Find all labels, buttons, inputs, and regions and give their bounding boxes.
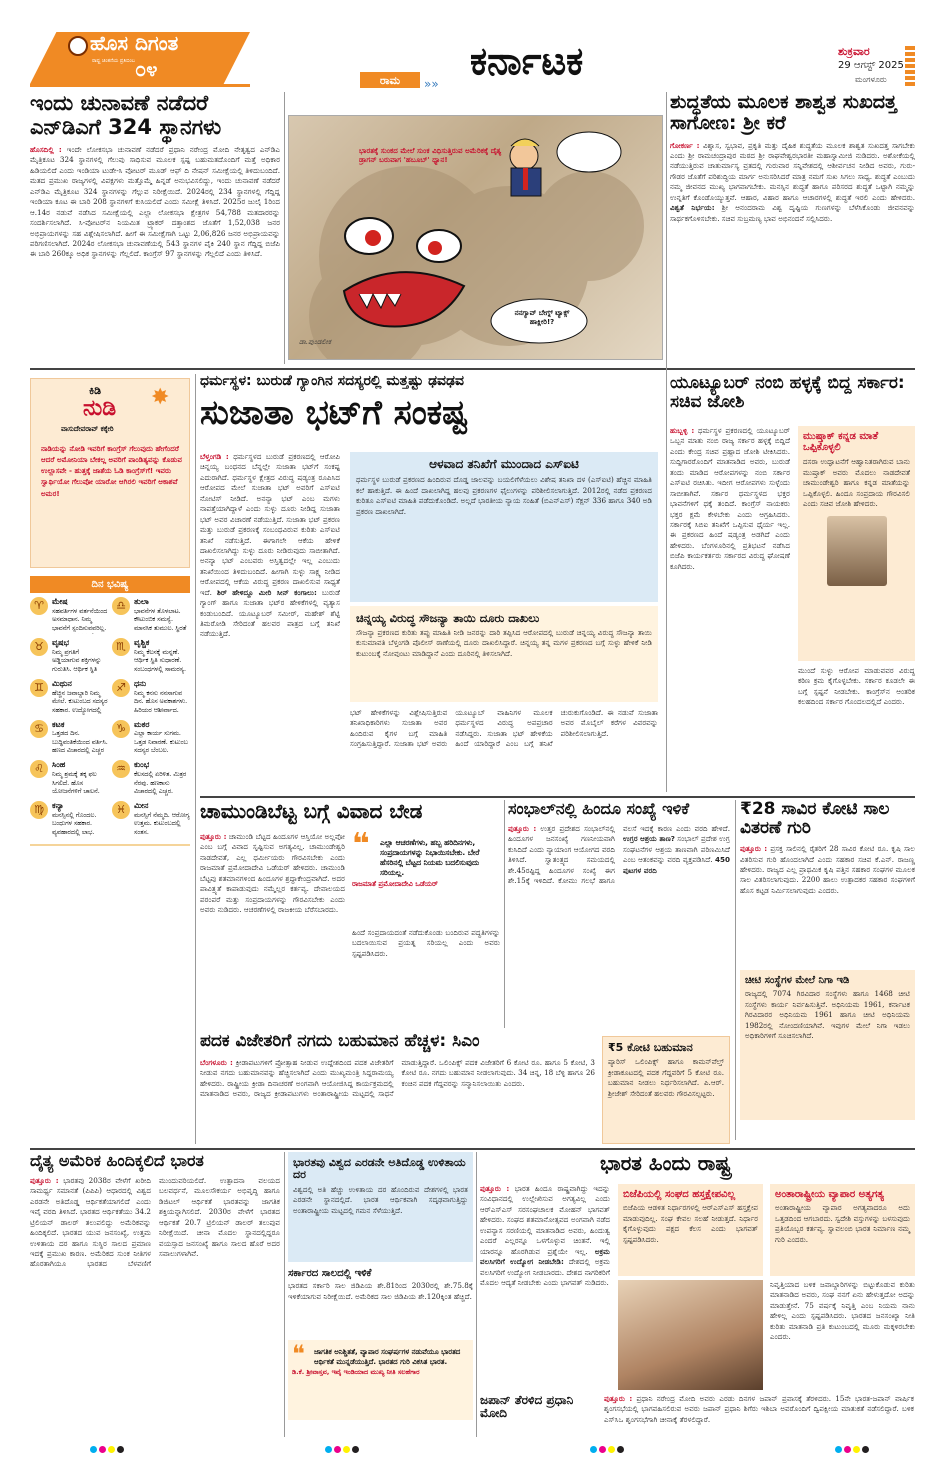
- zodiac-icon: ♑: [112, 720, 130, 738]
- box-body: ರಾಜ್ಯದಲ್ಲಿ 7074 ಗಿರವಿದಾರ ಸಂಸ್ಥೆಗಳು ಹಾಗೂ 1468 ಚೀಟಿ ಸಂಸ್ಥೆಗಳು ಕಾರ್ಯ ನಿರ್ವಹಿಸುತ್ತಿವೆ. ಅಧಿನಿಯಮ 1961, ಕರ್ನಾಟಕ ಗಿರವಿದಾರರ ಅಧಿನಿಯಮ 1961 ಹಾಗೂ ಚೀಟಿ ಅಧಿನಿಯಮ 1982ರಲ್ಲಿ ನೋಂದಣಿಯಾಗಿವೆ. ಇವುಗಳ ಮೇಲೆ ನಿಗಾ ಇಡಲು ಅಧಿಕಾರಿಗಳಿಗೆ ಸೂಚಿಸಲಾಗಿದೆ.: [745, 989, 910, 1040]
- story-extra: ಭಟ್ ಹೇಳಿಕೆಗಳನ್ನು ವಿಶ್ಲೇಷಿಸುತ್ತಿರುವ ತನಿಖಾಧಿಕಾರಿಗಳು ಸುಜಾತಾ ಅವರ ಹಿಂದಿರುವ ಕೈಗಳ ಬಗ್ಗೆ ಮಾಹಿತಿ ಸಂಗ್ರಹಿಸುತ್ತಿದ್ದಾರೆ. ಸುಜಾತಾ ಭಟ್ ಅವರು ಯೂಟ್ಯೂಬ್ ವಾಹಿನಿಗಳ ಮೂಲಕ ಧರ್ಮಸ್ಥಳದ ವಿರುದ್ಧ ಅಪಪ್ರಚಾರ ನಡೆಸಿದ್ದರು. ಸುಜಾತಾ ಭಟ್ ಹೇಳಿಕೆಯ ಹಿಂದೆ ಯಾರಿದ್ದಾರೆ ಎಂಬ ಬಗ್ಗೆ ತನಿಖೆ ಚುರುಕುಗೊಂಡಿದೆ. ಈ ನಡುವೆ ಸುಜಾತಾ ಅವರ ಮೊಬೈಲ್ ಕರೆಗಳ ವಿವರವನ್ನು ಪರಿಶೀಲಿಸಲಾಗುತ್ತಿದೆ.: [350, 708, 658, 749]
- quote-attribution: ರಾಜಮಾತೆ ಪ್ರಮೋದಾದೇವಿ ಒಡೆಯರ್: [352, 879, 438, 888]
- story-body: ಕ್ರೀಡಾಪಟುಗಳಿಗೆ ಪ್ರೋತ್ಸಾಹ ನೀಡುವ ಉದ್ದೇಶದಿಂದ ಪದಕ ವಿಜೇತರಿಗೆ ನೀಡುವ ನಗದು ಬಹುಮಾನವನ್ನು ಹೆಚ್ಚಿಸಲಾಗಿದೆ ಎಂದು ಮುಖ್ಯಮಂತ್ರಿ ಸಿದ್ದರಾಮಯ್ಯ ಹೇಳಿದರು. ರಾಷ್ಟ್ರೀಯ ಕ್ರೀಡಾ ದಿನಾಚರಣೆ ಅಂಗವಾಗಿ ಆಯೋಜಿಸಿದ್ದ ಕಾರ್ಯಕ್ರಮದಲ್ಲಿ ಮಾತನಾಡಿದ ಅವರು, ರಾಜ್ಯದ ಕ್ರೀಡಾಪಟುಗಳು ಅಂತಾರಾಷ್ಟ್ರೀಯ ಮಟ್ಟದಲ್ಲಿ ಸಾಧನೆ ಮಾಡುತ್ತಿದ್ದಾರೆ. ಒಲಿಂಪಿಕ್ಸ್ ಪದಕ ವಿಜೇತರಿಗೆ 6 ಕೋಟಿ ರೂ. ಹಾಗೂ 5 ಕೋಟಿ, 3 ಕೋಟಿ ರೂ. ನಗದು ಬಹುಮಾನ ನೀಡಲಾಗುವುದು. 34 ಚಿನ್ನ, 18 ಬೆಳ್ಳಿ ಹಾಗೂ 26 ಕಂಚಿನ ಪದಕ ಗೆದ್ದವರನ್ನು ಸನ್ಮಾನಿಸಲಾಯಿತು ಎಂದರು.: [200, 1058, 595, 1099]
- kidi-verse: ನಾಡಿಯನ್ನು ನೋಡಿ ಇವರಿಗೆ ಕಾಂಗ್ರೆಸ್ ಗೆಲುವುದು ಹೇಗೆಂದರೆ ಆದರೆ ಅಮೋನಿಯಾ ಬೇಕಲ್ಲ ಅವರಿಗೆ ಪಾಂಡಿತ್ಯವನ್ನು ಕೊಡುವ ಉಲ್ಲಾಸವೇ - ಹುತ್ತಕ್ಕೆ ಜಾತೆಯ ಓಡಿ ಕಾಂಗ್ರೆಸ್‌ಗೆ! ಇವರು ಸ್ವಾರ್ಥಿಯೋ ಗೆಲುವೋ ಯಾರೋ ಆಗಿರಲಿ ಇವರಿಗೆ ಆಕಾಶವೆ ಅಮರ!: [41, 444, 182, 498]
- horoscope-sign: [30, 597, 108, 634]
- dateline: ಬೆಳ್ತಂಗಡಿ :: [200, 452, 229, 461]
- rahukala-box: [30, 844, 190, 846]
- subhead: ಉಗ್ರರ ಆಶ್ರಯ ತಾಣ?: [623, 834, 675, 844]
- zodiac-icon: ♏: [112, 638, 130, 656]
- dateline: ಪುತ್ತೂರು :: [30, 1175, 59, 1185]
- story-body: ಪ್ರಸಕ್ತ ಸಾಲಿನಲ್ಲಿ ರೈತರಿಗೆ 28 ಸಾವಿರ ಕೋಟಿ ರೂ. ಕೃಷಿ ಸಾಲ ವಿತರಿಸುವ ಗುರಿ ಹೊಂದಲಾಗಿದೆ ಎಂದು ಸಹಕಾರ ಸಚಿವ ಕೆ.ಎನ್. ರಾಜಣ್ಣ ಹೇಳಿದರು. ರಾಜ್ಯದ ಎಲ್ಲ ಪ್ರಾಥಮಿಕ ಕೃಷಿ ಪತ್ತಿನ ಸಹಕಾರ ಸಂಘಗಳ ಮೂಲಕ ಸಾಲ ವಿತರಿಸಲಾಗುವುದು. 2200 ಹಾಲು ಉತ್ಪಾದಕರ ಸಹಕಾರ ಸಂಘಗಳಿಗೆ ಹೊಸ ಕಟ್ಟಡ ನಿರ್ಮಿಸಲಾಗುವುದು ಎಂದರು.: [740, 844, 915, 895]
- dateline: ಪುತ್ತೂರು :: [200, 832, 227, 841]
- story-subbody: ಭಾರತದ ಸರ್ಕಾರಿ ಸಾಲ ಜಿಡಿಪಿಯ ಶೇ.81ರಿಂದ 2030ರಲ್ಲಿ ಶೇ.75.8ಕ್ಕೆ ಇಳಿಕೆಯಾಗುವ ನಿರೀಕ್ಷೆಯಿದೆ. ಅಮೆರಿಕದ ಸಾಲ ಜಿಡಿಪಿಯ ಶೇ.120ಕ್ಕಿಂತ ಹೆಚ್ಚಿದೆ.: [288, 1281, 473, 1301]
- cartoonist-signature: ಡಾ.ಪುಂಡಲೀಕ: [299, 338, 332, 346]
- sign-text: ಭಾವನೆಗಳ ತೊಳಲಾಟ. ಕೌಟುಂಬಿಕ ಸಮಸ್ಯೆ. ಮಾನಸಿಕ ತುಮುಲ. ಸ್ಥಿರತೆ: [134, 607, 187, 632]
- quote-text: ಜಾಗತಿಕ ಅನಿಶ್ಚಿತತೆ, ವ್ಯಾಪಾರ ಸಂಘರ್ಷಗಳ ನಡುವೆಯೂ ಭಾರತದ ಆರ್ಥಿಕತೆ ಮುನ್ನಡೆಯುತ್ತಿದೆ. ಭಾರತದ ಗುರಿ ವಿಕಸಿತ ಭಾರತ.: [314, 1348, 461, 1366]
- sign-name: ತುಲಾ: [134, 597, 149, 607]
- story-tail: ಹಿಂದೆ ಸಂಪ್ರದಾಯದಂತೆ ನಡೆದುಕೊಂಡು ಬಂದಿರುವ ಪದ್ಧತಿಗಳನ್ನು ಬದಲಾಯಿಸುವ ಪ್ರಯತ್ನ ಸರಿಯಲ್ಲ ಎಂದು ಅವರು ಸ್ಪಷ್ಟಪಡಿಸಿದರು.: [352, 928, 500, 958]
- horoscope-sign: [112, 720, 190, 757]
- stat: 450 ಪುಟಗಳ ವರದಿ: [623, 855, 730, 875]
- sign-name: ಮೀನ: [134, 801, 149, 811]
- horoscope-sign: [112, 638, 190, 675]
- story-body: ಚಾಮುಂಡಿ ಬೆಟ್ಟದ ಹಿಂದೂಗಳ ಆಸ್ತಿಯೋ ಅಲ್ಲವೋ ಎಂಬ ಬಗ್ಗೆ ವಿವಾದ ಸೃಷ್ಟಿಸುವ ಅಗತ್ಯವಿಲ್ಲ. ಚಾಮುಂಡೇಶ್ವರಿ ನಾಡದೇವತೆ, ಎಲ್ಲ ಧರ್ಮೀಯರು ಗೌರವಿಸಬೇಕು ಎಂದು ರಾಜಮಾತೆ ಪ್ರಮೋದಾದೇವಿ ಒಡೆಯರ್ ಹೇಳಿದರು. ಚಾಮುಂಡಿ ಬೆಟ್ಟವು ಶತಮಾನಗಳಿಂದ ಹಿಂದೂಗಳ ಶ್ರದ್ಧಾಕೇಂದ್ರವಾಗಿದೆ. ಅದರ ಪಾವಿತ್ರ್ಯತೆ ಕಾಪಾಡುವುದು ನಮ್ಮೆಲ್ಲರ ಕರ್ತವ್ಯ. ದೇವಾಲಯದ ಪರಂಪರೆ ಮತ್ತು ಸಂಪ್ರದಾಯಗಳನ್ನು ಗೌರವಿಸಬೇಕು ಎಂದು ಅವರು ನುಡಿದರು. ಆಚರಣೆಗಳಲ್ಲಿ ರಾಜಕೀಯ ಬೆರೆಸಬಾರದು.: [200, 832, 345, 915]
- story-nda: [30, 92, 280, 362]
- horoscope-sign: [112, 760, 190, 797]
- headline: ಸಂಭಾಲ್‌ನಲ್ಲಿ ಹಿಂದೂ ಸಂಖ್ಯೆ ಇಳಿಕೆ: [508, 800, 690, 818]
- sign-text: ನಿಮ್ಮ ಶ್ರಮಕ್ಕೆ ತಕ್ಕ ಫಲ ಸಿಗಲಿದೆ. ಹೊಸ ಯೋಜನೆಗಳಿಗೆ ಚಾಲನೆ.: [52, 771, 100, 796]
- divider: [200, 796, 915, 798]
- sign-text: ನಿಮ್ಮ ಕೆಲಸಕ್ಕೆ ಮನ್ನಣೆ. ಆರ್ಥಿಕ ಸ್ಥಿತಿ ಸುಧಾರಣೆ. ಸಂಬಂಧಗಳಲ್ಲಿ ಸಾಮರಸ್ಯ.: [134, 648, 186, 673]
- box-headline: ಮುಷ್ತಾಕ್ ಕನ್ನಡ ಮಾತೆ ಒಪ್ಪಿಕೊಳ್ಳಲಿ: [803, 431, 879, 454]
- headline: ಭಾರತವು ವಿಶ್ವದ ಎರಡನೇ ಅತಿದೊಡ್ಡ ಉಳಿತಾಯ ದರ: [293, 1156, 466, 1182]
- box-body: ಪ್ಯಾರಿಸ್ ಒಲಿಂಪಿಕ್ಸ್ ಹಾಗೂ ಕಾಮನ್‌ವೆಲ್ತ್ ಕ್ರೀಡಾಕೂಟದಲ್ಲಿ ಪದಕ ಗೆದ್ದವರಿಗೆ 5 ಕೋಟಿ ರೂ. ಬಹುಮಾನ ನೀಡಲು ನಿರ್ಧರಿಸಲಾಗಿದೆ. ಪಿ.ಆರ್. ಶ್ರೀಜೇಶ್ ಸೇರಿದಂತೆ ಹಲವರು ಗೌರವಿಸಲ್ಪಟ್ಟರು.: [608, 1057, 724, 1098]
- story-body: ಧರ್ಮಸ್ಥಳ ಪ್ರಕರಣದಲ್ಲಿ ಯೂಟ್ಯೂಬರ್ ಒಬ್ಬನ ಮಾತು ನಂಬಿ ರಾಜ್ಯ ಸರ್ಕಾರ ಹಳ್ಳಕ್ಕೆ ಬಿದ್ದಿದೆ ಎಂದು ಕೇಂದ್ರ ಸಚಿವ ಪ್ರಹ್ಲಾದ ಜೋಶಿ ಟೀಕಿಸಿದರು. ಸುದ್ದಿಗಾರರೊಂದಿಗೆ ಮಾತನಾಡಿದ ಅವರು, ಬುರುಡೆ ತಂದು ಮಾಡಿದ ಆರೋಪಗಳನ್ನು ನಂಬಿ ಸರ್ಕಾರ ಎಸ್‌ಐಟಿ ರಚಿಸಿತು. ಇದೀಗ ಆರೋಪಗಳು ಸುಳ್ಳೆಂದು ಸಾಬೀತಾಗಿವೆ. ಸರ್ಕಾರ ಧರ್ಮಸ್ಥಳದ ಭಕ್ತರ ಭಾವನೆಗಳಿಗೆ ಧಕ್ಕೆ ತಂದಿದೆ. ಕಾಂಗ್ರೆಸ್ ನಾಯಕರು ಭಕ್ತರ ಕ್ಷಮೆ ಕೇಳಬೇಕು ಎಂದು ಆಗ್ರಹಿಸಿದರು. ಸರ್ಕಾರಕ್ಕೆ ಸಿಬಿಐ ತನಿಖೆಗೆ ಒಪ್ಪಿಸುವ ಧೈರ್ಯ ಇಲ್ಲ. ಈ ಪ್ರಕರಣದ ಹಿಂದೆ ಷಡ್ಯಂತ್ರ ಅಡಗಿದೆ ಎಂದು ಹೇಳಿದರು. ಬೆಂಗಳೂರಿನಲ್ಲಿ ಪ್ರತಿಭಟನೆ ನಡೆಸಿದ ಬಿಜೆಪಿ ಕಾರ್ಯಕರ್ತರು ಸರ್ಕಾರದ ವಿರುದ್ಧ ಘೋಷಣೆ ಕೂಗಿದರು.: [670, 426, 790, 571]
- story-sambhal: [508, 800, 730, 1028]
- story-body: ಉತ್ತರ ಪ್ರದೇಶದ ಸಂಭಾಲ್‌ನಲ್ಲಿ ಹಿಂದೂಗಳ ಜನಸಂಖ್ಯೆ ಗಣನೀಯವಾಗಿ ಕುಸಿದಿದೆ ಎಂದು ನ್ಯಾಯಾಂಗ ಆಯೋಗದ ವರದಿ ತಿಳಿಸಿದೆ. ಸ್ವಾತಂತ್ರ್ಯದ ಸಮಯದಲ್ಲಿ ಶೇ.45ರಷ್ಟಿದ್ದ ಹಿಂದೂಗಳ ಸಂಖ್ಯೆ ಈಗ ಶೇ.15ಕ್ಕೆ ಇಳಿದಿದೆ. ಕೋಮು ಗಲಭೆ ಹಾಗೂ ವಲಸೆ ಇದಕ್ಕೆ ಕಾರಣ ಎಂದು ವರದಿ ಹೇಳಿದೆ.: [508, 823, 730, 886]
- headline: ಪದಕ ವಿಜೇತರಿಗೆ ನಗದು ಬಹುಮಾನ ಹೆಚ್ಚಳ: ಸಿಎಂ: [200, 1032, 480, 1051]
- story-body: ಇಂದೇ ಲೋಕಸಭಾ ಚುನಾವಣೆ ನಡೆದರೆ ಪ್ರಧಾನಿ ನರೇಂದ್ರ ಮೋದಿ ನೇತೃತ್ವದ ಎನ್‌ಡಿಎ ಮೈತ್ರಿಕೂಟ 324 ಸ್ಥಾನಗಳಲ್ಲಿ ಗೆಲುವು ಸಾಧಿಸುವ ಮೂಲಕ ಸ್ಪಷ್ಟ ಬಹುಮತದೊಂದಿಗೆ ಮತ್ತೆ ಅಧಿಕಾರ ಹಿಡಿಯಲಿದೆ ಎಂದು ಇಂಡಿಯಾ ಟುಡೇ-ಸಿ ವೋಟರ್ ಮೂಡ್ ಆಫ್ ದಿ ನೇಷನ್ ಸಮೀಕ್ಷೆಯಲ್ಲಿ ತಿಳಿದುಬಂದಿದೆ. ಮತದ ಪ್ರಮುಖ ರಾಜ್ಯಗಳಲ್ಲಿ ವಿಪಕ್ಷಗಳು ಮತ್ತೊಮ್ಮೆ ಹಿನ್ನಡೆ ಅನುಭವಿಸಲಿದ್ದು, ಇಂದು ಚುನಾವಣೆ ನಡೆದರೆ ಎನ್‌ಡಿಎ ಮೈತ್ರಿಕೂಟ 324 ಸ್ಥಾನಗಳನ್ನು ಗೆಲ್ಲುವ ನಿರೀಕ್ಷೆಯಿದೆ. 2024ರಲ್ಲಿ 234 ಸ್ಥಾನಗಳಲ್ಲಿ ಗೆದ್ದಿದ್ದ ಇಂಡಿಯಾ ಕೂಟ ಈ ಬಾರಿ 208 ಸ್ಥಾನಗಳಿಗೆ ಕುಸಿಯಲಿದೆ ಎಂದು ಸಮೀಕ್ಷೆ ತಿಳಿಸಿದೆ. 2025ರ ಜುಲೈ 1ರಿಂದ ಆ.14ರ ನಡುವೆ ನಡೆಸಿದ ಸಮೀಕ್ಷೆಯಲ್ಲಿ ಎಲ್ಲಾ ಲೋಕಸಭಾ ಕ್ಷೇತ್ರಗಳ 54,788 ಮತದಾರರನ್ನು ಸಂದರ್ಶಿಸಲಾಗಿದೆ. ಸಿ-ವೋಟರ್‌ನ ನಿಯಮಿತ ಟ್ರ್ಯಾಕರ್ ದತ್ತಾಂಶದ ಜೊತೆಗೆ 1,52,038 ಜನರ ಅಭಿಪ್ರಾಯಗಳನ್ನು ಸಹ ವಿಶ್ಲೇಷಿಸಲಾಗಿದೆ. ಹೀಗೆ ಈ ಸಮೀಕ್ಷೆಗಾಗಿ ಒಟ್ಟು 2,06,826 ಜನರ ಅಭಿಪ್ರಾಯವನ್ನು ಪರಿಗಣಿಸಲಾಗಿದೆ. 2024ರ ಲೋಕಸಭಾ ಚುನಾವಣೆಯಲ್ಲಿ 543 ಸ್ಥಾನಗಳ ಪೈಕಿ 240 ಸ್ಥಾನ ಗೆದ್ದಿದ್ದ ಬಿಜೆಪಿ ಈ ಬಾರಿ 260ಕ್ಕೂ ಅಧಿಕ ಸ್ಥಾನಗಳನ್ನು ಗೆಲ್ಲಲಿದೆ. ಕಾಂಗ್ರೆಸ್ 97 ಸ್ಥಾನಗಳನ್ನು ಗೆಲ್ಲಲಿದೆ ಎಂದು ತಿಳಿಸಿದೆ.: [30, 145, 280, 259]
- box-body: ಅಂತಾರಾಷ್ಟ್ರೀಯ ವ್ಯಾಪಾರ ಅಗತ್ಯವಾದರೂ ಅದು ಒತ್ತಡದಿಂದ ಆಗಬಾರದು. ಸ್ವದೇಶಿ ವಸ್ತುಗಳನ್ನು ಬಳಸುವುದು ಪ್ರತಿಯೊಬ್ಬರ ಕರ್ತವ್ಯ. ಸ್ವಾವಲಂಬಿ ಭಾರತ ನಿರ್ಮಾಣ ನಮ್ಮ ಗುರಿ ಎಂದರು.: [775, 1203, 910, 1244]
- headline: ಚಾಮುಂಡಿಬೆಟ್ಟ ಬಗ್ಗೆ ವಿವಾದ ಬೇಡ: [200, 800, 423, 823]
- zodiac-icon: ♓: [112, 801, 130, 819]
- story-chamundi: [200, 800, 500, 1028]
- quote-mark-icon: ❝: [352, 832, 370, 862]
- sign-name: ಕುಂಭ: [134, 760, 150, 770]
- dateline: ಹೊಸದಿಲ್ಲಿ :: [30, 145, 62, 155]
- dina-bhavishya: [30, 576, 190, 846]
- registration-marks: [590, 1446, 624, 1453]
- sign-name: ಮಿಥುನ: [52, 678, 72, 688]
- headline: ದೈತ್ಯ ಅಮೆರಿಕ ಹಿಂದಿಕ್ಕಲಿದೆ ಭಾರತ: [30, 1152, 204, 1170]
- sign-name: ಕಟಕ: [52, 719, 65, 729]
- story-subbody: ಸಂಭಾಲ್ ಪ್ರದೇಶ ಉಗ್ರ ಸಂಘಟನೆಗಳ ಆಶ್ರಯ ತಾಣವಾಗಿ ಪರಿಣಮಿಸಿದೆ ಎಂಬ ಆತಂಕವನ್ನು ವರದಿ ವ್ಯಕ್ತಪಡಿಸಿದೆ.: [623, 834, 730, 865]
- horoscope-title: ದಿನ ಭವಿಷ್ಯ: [30, 576, 190, 593]
- story-padaka: [200, 1032, 730, 1144]
- nudi-label: ನುಡಿ: [83, 397, 117, 421]
- zodiac-icon: ♒: [112, 760, 130, 778]
- sign-name: ಮೇಷ: [52, 597, 68, 607]
- zodiac-icon: ♌: [30, 760, 48, 778]
- box-headline: ಬಿಜೆಪಿಯಲ್ಲಿ ಸಂಘದ ಹಸ್ತಕ್ಷೇಪವಿಲ್ಲ: [623, 1189, 736, 1200]
- headline: ಇಂದು ಚುನಾವಣೆ ನಡೆದರೆ ಎನ್‌ಡಿಎಗೆ 324 ಸ್ಥಾನಗಳು: [30, 92, 222, 139]
- quote-mark-icon: ❝: [292, 1340, 305, 1369]
- sign-text: ಮನಸ್ಸಿಗೆ ನೆಮ್ಮದಿ. ಆರೋಗ್ಯ ಉತ್ತಮ. ಕುಟುಂಬದಲ್ಲಿ ಸಂತಸ.: [134, 811, 190, 836]
- bhagwat-photo: [618, 1280, 763, 1390]
- sign-name: ಸಿಂಹ: [52, 760, 66, 770]
- orange-rule: [30, 84, 250, 87]
- story-sujatha: [200, 374, 660, 792]
- headline: ಸುಜಾತಾ ಭಟ್‌ಗೆ ಸಂಕಷ್ಟ: [200, 392, 468, 433]
- quote-box: [352, 832, 500, 922]
- horoscope-grid: [30, 597, 190, 842]
- rss-box-2: [770, 1184, 915, 1276]
- chit-box: [740, 970, 915, 1120]
- sign-name: ವೃಶ್ಚಿಕ: [134, 637, 150, 647]
- chinnayya-headline: ಚಿನ್ನಯ್ಯ ವಿರುದ್ಧ ಸೌಜನ್ಯಾ ತಾಯಿ ದೂರು ದಾಖಲು: [356, 611, 540, 625]
- subhead: ಸರ್ಕಾರದ ಸಾಲದಲ್ಲಿ ಇಳಿಕೆ: [288, 1268, 372, 1279]
- story-hindu-rashtra: [480, 1152, 915, 1392]
- savings-box: [288, 1152, 473, 1262]
- sit-body: ಧರ್ಮಸ್ಥಳ ಬುರುಡೆ ಪ್ರಕರಣದ ಹಿಂದಿರುವ ದೊಡ್ಡ ಜಾಲವನ್ನು ಬಯಲಿಗೆಳೆಯಲು ವಿಶೇಷ ತನಿಖಾ ದಳ (ಎಸ್‌ಐಟಿ) ಹೆಚ್ಚಿನ ಮಾಹಿತಿ ಕಲೆ ಹಾಕುತ್ತಿದೆ. ಈ ಹಿಂದೆ ದಾಖಲಾಗಿದ್ದ ಹಲವು ಪ್ರಕರಣಗಳ ಫೈಲುಗಳನ್ನು ಪರಿಶೀಲಿಸಲಾಗುತ್ತಿದೆ. 2012ರಲ್ಲಿ ನಡೆದ ಪ್ರಕರಣದ ಕುರಿತೂ ಎಸ್‌ಐಟಿ ಮಾಹಿತಿ ಪಡೆದುಕೊಂಡಿದೆ. ಅಲ್ಲದೆ ಭಾರತೀಯ ನ್ಯಾಯ ಸಂಹಿತೆ (ಬಿಎನ್‌ಎಸ್) ಸೆಕ್ಷನ್ 336 ಹಾಗೂ 340 ಅಡಿ ಪ್ರಕರಣ ದಾಖಲಾಗಿದೆ.: [356, 475, 652, 516]
- registration-marks: [90, 1446, 124, 1453]
- masthead-day: ಶುಕ್ರವಾರ: [838, 46, 870, 58]
- subhead: ಶಿರ್ ಹೇಳಿದ್ದೂ ಮೀರಿ ಸೀನ್ ಕಂಗಾಲು:: [216, 587, 317, 597]
- sign-name: ಮಕರ: [134, 719, 150, 729]
- box-headline: ₹5 ಕೋಟಿ ಬಹುಮಾನ: [608, 1041, 693, 1054]
- horoscope-sign: [30, 760, 108, 797]
- sit-box: [350, 452, 658, 602]
- zodiac-icon: ♉: [30, 638, 48, 656]
- story-japan: [480, 1394, 915, 1442]
- headline: ಯೂಟ್ಯೂಬರ್ ನಂಬಿ ಹಳ್ಳಕ್ಕೆ ಬಿದ್ದ ಸರ್ಕಾರ: ಸಚಿವ ಜೋಶಿ: [670, 374, 905, 413]
- subhead: ವಿಶ್ವತೆ ನಿರ್ಭಯ:: [670, 203, 715, 213]
- sign-text: ಒತ್ತಡದ ದಿನ. ಬುದ್ಧಿವಂತಿಕೆಯಿಂದ ವರ್ತಿಸಿ. ಹಣದ ವಿಚಾರದಲ್ಲಿ ಎಚ್ಚರ: [52, 730, 108, 755]
- registration-bar: [905, 46, 915, 88]
- column-rule: [284, 92, 285, 364]
- sign-name: ಧನು: [134, 678, 147, 688]
- divider: [30, 1148, 915, 1150]
- sign-text: ಎಲ್ಲಾ ಕಾರ್ಯ ಸುಗಮ. ಒತ್ತಡ ನಿವಾರಣೆ. ಕುಟುಂಬ ಸದಸ್ಯರ ಬೆಂಬಲ.: [134, 730, 188, 755]
- dateline: ಪುತ್ತೂರು :: [480, 1184, 510, 1193]
- story-tail: ಮುಂದೆ ಸುಳ್ಳು ಆರೋಪ ಮಾಡುವವರ ವಿರುದ್ಧ ಕಠಿಣ ಕ್ರಮ ಕೈಗೊಳ್ಳಬೇಕು. ಸರ್ಕಾರ ಕೂಡಲೇ ಈ ಬಗ್ಗೆ ಸ್ಪಷ್ಟನೆ ನೀಡಬೇಕು. ಕಾಂಗ್ರೆಸ್‌ನ ಆಂತರಿಕ ಕಲಹದಿಂದ ಸರ್ಕಾರ ಗೊಂದಲದಲ್ಲಿದೆ ಎಂದರು.: [798, 666, 915, 707]
- story-body: ಭಾರತವು 2038ರ ವೇಳೆಗೆ ಖರೀದಿ ಸಾಮರ್ಥ್ಯ ಸಮಾನತೆ (ಪಿಪಿಪಿ) ಆಧಾರದಲ್ಲಿ ವಿಶ್ವದ ಎರಡನೇ ಅತಿದೊಡ್ಡ ಆರ್ಥಿಕತೆಯಾಗಲಿದೆ ಎಂದು ಇವೈ ವರದಿ ತಿಳಿಸಿದೆ. ಭಾರತದ ಆರ್ಥಿಕತೆಯು 34.2 ಟ್ರಿಲಿಯನ್ ಡಾಲರ್ ತಲುಪಲಿದ್ದು ಅಮೆರಿಕವನ್ನು ಹಿಂದಿಕ್ಕಲಿದೆ. ಭಾರತದ ಯುವ ಜನಸಂಖ್ಯೆ, ಉತ್ತಮ ಉಳಿತಾಯ ದರ ಹಾಗೂ ಸುಸ್ಥಿರ ಸಾಲದ ಪ್ರಮಾಣ ಇದಕ್ಕೆ ಪ್ರಮುಖ ಕಾರಣ. ಅಮೆರಿಕದ ಸುಂಕ ನೀತಿಗಳ ಹೊರತಾಗಿಯೂ ಭಾರತದ ಬೆಳವಣಿಗೆ ಮುಂದುವರಿಯಲಿದೆ. ಉತ್ಪಾದನಾ ವಲಯದ ಬಲವರ್ಧನೆ, ಮೂಲಸೌಕರ್ಯ ಅಭಿವೃದ್ಧಿ ಹಾಗೂ ಡಿಜಿಟಲ್ ಆರ್ಥಿಕತೆ ಭಾರತವನ್ನು ಜಾಗತಿಕ ಶಕ್ತಿಯನ್ನಾಗಿಸಲಿದೆ. 2030ರ ವೇಳೆಗೆ ಭಾರತದ ಆರ್ಥಿಕತೆ 20.7 ಟ್ರಿಲಿಯನ್ ಡಾಲರ್ ತಲುಪುವ ನಿರೀಕ್ಷೆಯಿದೆ. ಚೀನಾ ಮೊದಲ ಸ್ಥಾನದಲ್ಲಿದ್ದರೂ ವಯಸ್ಸಾದ ಜನಸಂಖ್ಯೆ ಹಾಗೂ ಸಾಲದ ಹೊರೆ ಅದರ ಸವಾಲುಗಳಾಗಿವೆ.: [30, 1175, 280, 1269]
- headline: ₹28 ಸಾವಿರ ಕೋಟಿ ಸಾಲ ವಿತರಣೆ ಗುರಿ: [740, 800, 890, 839]
- section-title: ಕರ್ನಾಟಕ: [470, 40, 584, 83]
- sign-text: ಕೆಲಸದಲ್ಲಿ ಏರಿಳಿತ. ಮಿತ್ರರ ನೆರವು. ಹಣಕಾಸು ವಿಚಾರದಲ್ಲಿ ಎಚ್ಚರ.: [134, 771, 187, 796]
- sign-name: ವೃಷಭ: [52, 637, 69, 647]
- quote-box: [288, 1340, 473, 1420]
- box-body: ವಿಶ್ವದಲ್ಲಿ ಅತಿ ಹೆಚ್ಚು ಉಳಿತಾಯ ದರ ಹೊಂದಿರುವ ದೇಶಗಳಲ್ಲಿ ಭಾರತ ಎರಡನೇ ಸ್ಥಾನದಲ್ಲಿದೆ. ಭಾರತ ಆರ್ಥಿಕವಾಗಿ ಸದೃಢವಾಗುತ್ತಿದ್ದು ಅಂತಾರಾಷ್ಟ್ರೀಯ ಮಟ್ಟದಲ್ಲಿ ಗಮನ ಸೆಳೆಯುತ್ತಿದೆ.: [293, 1184, 468, 1215]
- horoscope-sign: [112, 597, 190, 634]
- horoscope-sign: [30, 720, 108, 757]
- headline: ಶುದ್ಧತೆಯ ಮೂಲಕ ಶಾಶ್ವತ ಸುಖದತ್ತ ಸಾಗೋಣ: ಶ್ರೀ ಕರೆ: [670, 92, 897, 135]
- column-rule: [504, 800, 505, 1028]
- zodiac-icon: ♈: [30, 597, 48, 615]
- zodiac-icon: ♎: [112, 597, 130, 615]
- story-daitya: [30, 1152, 280, 1437]
- horoscope-sign: [30, 801, 108, 838]
- masthead-city: ಮಂಗಳೂರು: [855, 75, 887, 84]
- sparkle-icon: ✸: [151, 385, 170, 409]
- zodiac-icon: ♊: [30, 679, 48, 697]
- registration-marks: [835, 1446, 869, 1453]
- subhead: ಅಕ್ರಮ ವಲಸಿಗರಿಗೆ ಉದ್ಯೋಗ ನೀಡಬೇಡಿ:: [480, 1246, 610, 1267]
- chinnayya-body: ಸೌಜನ್ಯಾ ಪ್ರಕರಣದ ಕುರಿತು ತಪ್ಪು ಮಾಹಿತಿ ನೀಡಿ ಜನರನ್ನು ದಾರಿ ತಪ್ಪಿಸಿದ ಆರೋಪದಲ್ಲಿ ಬುರುಡೆ ಚಿನ್ನಯ್ಯ ವಿರುದ್ಧ ಸೌಜನ್ಯಾ ತಾಯಿ ಕುಸುಮಾವತಿ ಬೆಳ್ತಂಗಡಿ ಪೊಲೀಸ್ ಠಾಣೆಯಲ್ಲಿ ದೂರು ದಾಖಲಿಸಿದ್ದಾರೆ. ಚಿನ್ನಯ್ಯ ತನ್ನ ಮಗಳ ಪ್ರಕರಣದ ಬಗ್ಗೆ ಸುಳ್ಳು ಹೇಳಿಕೆ ನೀಡಿ ಕುಟುಂಬಕ್ಕೆ ನೋವುಂಟು ಮಾಡಿದ್ದಾನೆ ಎಂದು ದೂರಿನಲ್ಲಿ ತಿಳಿಸಲಾಗಿದೆ.: [356, 627, 652, 658]
- arrow-chevrons-icon: »»: [424, 78, 439, 88]
- box-body: ದಸರಾ ಉದ್ಘಾಟನೆಗೆ ಆಹ್ವಾನಿತರಾಗಿರುವ ಬಾನು ಮುಷ್ತಾಕ್ ಅವರು ಮೊದಲು ನಾಡದೇವತೆ ಚಾಮುಂಡೇಶ್ವರಿ ಹಾಗೂ ಕನ್ನಡ ಮಾತೆಯನ್ನು ಒಪ್ಪಿಕೊಳ್ಳಲಿ. ಹಿಂದೂ ಸಂಪ್ರದಾಯ ಗೌರವಿಸಲಿ ಎಂದು ಸಚಿವ ಜೋಶಿ ಹೇಳಿದರು.: [803, 457, 910, 509]
- kicker: ಧರ್ಮಸ್ಥಳ: ಬುರುಡೆ ಗ್ಯಾಂಗಿನ ಸದಸ್ಯರಲ್ಲಿ ಮತ್ತಷ್ಟು ಢವಢವ: [200, 374, 464, 389]
- column-rule: [195, 374, 196, 1144]
- masthead-date: 29 ಆಗಸ್ಟ್ 2025: [838, 60, 904, 71]
- page-number: ೦೪: [135, 58, 158, 81]
- story-eradane: [288, 1152, 473, 1437]
- sign-text: ಹೆಚ್ಚಿನ ಜವಾಬ್ದಾರಿ ನಿಮ್ಮ ಮೇಲೆ. ಕುಟುಂಬದ ಸದಸ್ಯರ ಸಹಕಾರ. ಉದ್ಯೋಗದಲ್ಲಿ: [52, 689, 108, 714]
- kidi-nudi-box: [30, 378, 190, 568]
- headline: ಭಾರತ ಹಿಂದು ರಾಷ್ಟ್ರ: [600, 1152, 731, 1175]
- sign-text: ನಿಮ್ಮ ಪ್ರಗತಿಗೆ ಅಡ್ಡಿಯಾಗುವ ಶಕ್ತಿಗಳನ್ನು ಗುರುತಿಸಿ. ಆರ್ಥಿಕ ಸ್ಥಿತಿ: [52, 648, 102, 673]
- divider: [30, 368, 915, 370]
- sign-name: ಕನ್ಯಾ: [52, 801, 64, 811]
- zodiac-icon: ♐: [112, 679, 130, 697]
- box-headline: ಚೀಟಿ ಸಂಸ್ಥೆಗಳ ಮೇಲೆ ನಿಗಾ ಇಡಿ: [745, 975, 850, 987]
- story-subbody: ಶ್ರೀ ಆನಂದರಾಮ ವಿಶ್ವ ದೃಷ್ಟಿಯ ಗುಣಗಳನ್ನು ಬೆಳೆಸಿಕೊಂಡು ಜೀವನವನ್ನು ಸಾರ್ಥಕಗೊಳಿಸಬೇಕು. ಸಚಿವ ಸುಬ್ರಮಣ್ಯ ಭಾವ ಅಭಿನಂದನೆ ಸಲ್ಲಿಸಿದರು.: [670, 203, 915, 223]
- horoscope-sign: [30, 638, 108, 675]
- dateline: ಪುತ್ತೂರು :: [740, 844, 768, 854]
- box-body: ಬಿಜೆಪಿಯ ಆಡಳಿತ ನಿರ್ಧಾರಗಳಲ್ಲಿ ಆರ್‌ಎಸ್‌ಎಸ್ ಹಸ್ತಕ್ಷೇಪ ಮಾಡುವುದಿಲ್ಲ. ಸಂಘ ಕೇವಲ ಸಲಹೆ ನೀಡುತ್ತದೆ. ನಿರ್ಧಾರ ಕೈಗೊಳ್ಳುವುದು ಪಕ್ಷದ ಕೆಲಸ ಎಂದು ಭಾಗವತ್ ಸ್ಪಷ್ಟಪಡಿಸಿದರು.: [623, 1203, 758, 1244]
- column-rule: [476, 1152, 477, 1437]
- dateline: ಪುತ್ತೂರು :: [604, 1394, 633, 1403]
- story-shuddhate: [670, 92, 915, 364]
- story-body: ಪ್ರಧಾನಿ ನರೇಂದ್ರ ಮೋದಿ ಅವರು ಎರಡು ದಿನಗಳ ಜಪಾನ್ ಪ್ರವಾಸಕ್ಕೆ ತೆರಳಿದರು. 15ನೇ ಭಾರತ-ಜಪಾನ್ ವಾರ್ಷಿಕ ಶೃಂಗಸಭೆಯಲ್ಲಿ ಭಾಗವಹಿಸಲಿರುವ ಅವರು ಜಪಾನ್ ಪ್ರಧಾನಿ ಶಿಗೆರು ಇಶಿಬಾ ಅವರೊಂದಿಗೆ ದ್ವಿಪಕ್ಷೀಯ ಮಾತುಕತೆ ನಡೆಸಲಿದ್ದಾರೆ. ಬಳಿಕ ಎಸ್‌ಸಿಒ ಶೃಂಗಸಭೆಗಾಗಿ ಚೀನಾಕ್ಕೆ ತೆರಳಲಿದ್ದಾರೆ.: [604, 1394, 914, 1424]
- masthead: [0, 0, 945, 88]
- prize-box: [602, 1036, 730, 1144]
- tariff-bubble: [557, 132, 621, 172]
- column-rule: [666, 92, 667, 792]
- story-body: ಭಾರತ ಹಿಂದೂ ರಾಷ್ಟ್ರವಾಗಿದ್ದು ಇದನ್ನು ಸಂವಿಧಾನದಲ್ಲಿ ಉಲ್ಲೇಖಿಸುವ ಅಗತ್ಯವಿಲ್ಲ ಎಂದು ಆರ್‌ಎಸ್‌ಎಸ್ ಸರಸಂಘಚಾಲಕ ಮೋಹನ್ ಭಾಗವತ್ ಹೇಳಿದರು. ಸಂಘದ ಶತಮಾನೋತ್ಸವದ ಅಂಗವಾಗಿ ನಡೆದ ಉಪನ್ಯಾಸ ಸರಣಿಯಲ್ಲಿ ಮಾತನಾಡಿದ ಅವರು, ಹಿಂದುತ್ವ ಎಂದರೆ ಎಲ್ಲರನ್ನೂ ಒಳಗೊಳ್ಳುವ ಚಿಂತನೆ. ಇಲ್ಲಿ ಯಾರನ್ನೂ ಹೊರಗಿಡುವ ಪ್ರಶ್ನೆಯೇ ಇಲ್ಲ.: [480, 1184, 610, 1256]
- ramabana-badge: ರಾಮ: [360, 72, 420, 88]
- trump-figure: [510, 139, 541, 196]
- horoscope-sign: [112, 801, 190, 838]
- mushtaq-box: [798, 426, 915, 661]
- cartoon-caption-1: ಭಾರತಕ್ಕೆ ಸುಂಕದ ಮೇಲೆ ಸುಂಕ ವಿಧಿಸುತ್ತಿರುವ ಅಮೆರಿಕಕ್ಕೆ ದೈತ್ಯ ಡ್ರಾಗನ್ ಬರುವಾಗ 'ಹಬೂಬ್' ಧ್ಯಾನ!: [359, 146, 502, 165]
- cartoon-caption-2: ನನಗ್ಯಾವ್ ಬೇಗ್ನ್ ಟ್ಯಾಕ್ಸ್ ಹಾಕ್ಲೀರಿ!?: [514, 309, 570, 326]
- box-headline: ಅಂತಾರಾಷ್ಟ್ರೀಯ ವ್ಯಾಪಾರ ಅತ್ಯಗತ್ಯ: [775, 1189, 884, 1200]
- dust-cloud: [309, 166, 644, 360]
- logo-tagline: ರಾಷ್ಟ್ರ ಚಿಂತನೆಯ ಪ್ರತಿಬಿಂಬ: [92, 58, 135, 64]
- zodiac-icon: ♋: [30, 720, 48, 738]
- chinnayya-box: [350, 606, 658, 702]
- story-body: ವಿಶ್ವಾಸ, ಸ್ವಭಾವ, ಪ್ರಕೃತಿ ಮತ್ತು ದೈಹಿಕ ಶುದ್ಧತೆಯ ಮೂಲಕ ಶಾಶ್ವತ ಸುಖದತ್ತ ಸಾಗಬೇಕು ಎಂದು ಶ್ರೀ ರಾಮಚಂದ್ರಾಪುರ ಮಠದ ಶ್ರೀ ರಾಘವೇಶ್ವರಭಾರತೀ ಮಹಾಸ್ವಾಮೀಜಿ ನುಡಿದರು. ಅಶೋಕೆಯಲ್ಲಿ ನಡೆಯುತ್ತಿರುವ ಚಾತುರ್ಮಾಸ್ಯ ವ್ರತದಲ್ಲಿ ಗುರುವಾರ ಸನ್ನಿವೇಶದಲ್ಲಿ ಆಶೀರ್ವಚನ ನೀಡಿದ ಅವರು, ಗುರು-ಗೌಡರ ಜೊತೆಗೆ ಪರಿಶುದ್ಧಿಯ ಮಾರ್ಗ ಅನುಸರಿಸಿದರೆ ಮಾತ್ರ ನಮಗೆ ಸುಖ ಸಿಗಲು ಸಾಧ್ಯ. ಶುದ್ಧತೆ ಎಂಬುದು ನಮ್ಮ ಜೀವನದ ಮುಖ್ಯ ಭಾಗವಾಗಬೇಕು. ಮನಸ್ಸಿನ ಶುದ್ಧತೆ ಹಾಗೂ ಪರಿಸರದ ಶುದ್ಧತೆ ಒಟ್ಟಾಗಿ ನಮ್ಮನ್ನು ಉನ್ನತಿಗೆ ಕೊಂಡೊಯ್ಯುತ್ತವೆ. ಆಹಾರ, ವಿಹಾರ ಹಾಗೂ ಆಚಾರಗಳಲ್ಲಿ ಶುದ್ಧತೆ ಇರಲಿ ಎಂದು ಹೇಳಿದರು.: [670, 140, 915, 202]
- horoscope-sign: [30, 679, 108, 716]
- logo-text: ಹೊಸ ದಿಗಂತ: [90, 32, 179, 55]
- sign-text: ಸಹವರ್ತಿಗಳ ವರ್ತನೆಯಿಂದ ಅಸಮಾಧಾನ. ನಿಮ್ಮ ಭಾವನೆಗೆ ಸ್ಪಂದಿಸುವವರಿಲ್ಲ.: [52, 607, 108, 632]
- sit-headline: ಆಳವಾದ ತನಿಖೆಗೆ ಮುಂದಾದ ಎಸ್‌ಐಟಿ: [429, 457, 579, 471]
- quote-attribution: ಡಿ.ಕೆ. ಶ್ರೀವಾಸ್ತವ, ಇವೈ ಇಂಡಿಯಾದ ಮುಖ್ಯ ನೀತಿ ಸಲಹೆಗಾರ: [292, 1368, 420, 1377]
- headline: ಜಪಾನ್ ತೆರಳಿದ ಪ್ರಧಾನಿ ಮೋದಿ: [480, 1394, 574, 1421]
- story-tail: ನಿವೃತ್ತಿಯಾದ ಬಳಿಕ ಜವಾಬ್ದಾರಿಗಳನ್ನು ಬಿಟ್ಟುಕೊಡುವ ಕುರಿತು ಮಾತನಾಡಿದ ಅವರು, ಸಂಘ ನನಗೆ ಏನು ಹೇಳುತ್ತದೋ ಅದನ್ನು ಮಾಡುತ್ತೇನೆ. 75 ವರ್ಷಕ್ಕೆ ನಿವೃತ್ತಿ ಎಂಬ ನಿಯಮ ನಾನು ಹೇಳಿಲ್ಲ ಎಂದು ಸ್ಪಷ್ಟಪಡಿಸಿದರು. ಭಾರತದ ಜನಸಂಖ್ಯಾ ನೀತಿ ಕುರಿತು ಮಾತನಾಡಿ ಪ್ರತಿ ಕುಟುಂಬದಲ್ಲಿ ಮೂರು ಮಕ್ಕಳಿರಬೇಕು ಎಂದರು.: [770, 1280, 915, 1342]
- column-rule: [284, 1152, 285, 1437]
- story-saala: [740, 800, 915, 1130]
- dateline: ಹುಬ್ಬಳ್ಳಿ :: [670, 426, 695, 435]
- author-line: ವಾಸುದೇವರಾವ್ ಕಕ್ಕೇರಿ: [61, 425, 114, 433]
- sign-text: ನಿಮ್ಮ ಕನಸು ನನಸಾಗುವ ದಿನ. ಹೊಸ ಅವಕಾಶಗಳು. ಹಿರಿಯರ ಆಶೀರ್ವಾದ.: [134, 689, 188, 714]
- horoscope-sign: [112, 679, 190, 716]
- kidi-label: ಕಿಡಿ: [89, 385, 102, 397]
- sign-text: ಮನಸ್ಸಿನಲ್ಲಿ ಗೊಂದಲ. ಬಂಧುಗಳ ಸಹಕಾರ. ವ್ಯವಹಾರದಲ್ಲಿ ಲಾಭ.: [52, 811, 97, 836]
- story-subbody: ಬುರುಡೆ ಗ್ಯಾಂಗ್ ಹಾಗೂ ಸುಜಾತಾ ಭಟ್‌ರ ಹೇಳಿಕೆಗಳಲ್ಲಿ ವ್ಯತ್ಯಾಸ ಕಂಡುಬಂದಿದೆ. ಯೂಟ್ಯೂಬರ್ ಸಮೀರ್, ಮಹೇಶ್ ಶೆಟ್ಟಿ ತಿಮರೋಡಿ ಸೇರಿದಂತೆ ಹಲವರ ಪಾತ್ರದ ಬಗ್ಗೆ ತನಿಖೆ ನಡೆಯುತ್ತಿದೆ.: [200, 587, 340, 639]
- dateline: ಗೋಕರ್ಣ :: [670, 140, 700, 150]
- cartoon-panel: [288, 115, 663, 360]
- zodiac-icon: ♍: [30, 801, 48, 819]
- dateline: ಪುತ್ತೂರು :: [508, 823, 537, 833]
- dateline: ಬೆಂಗಳೂರು :: [200, 1058, 233, 1067]
- story-subbody: ದೇಶದಲ್ಲಿ ಅಕ್ರಮ ವಲಸಿಗರಿಗೆ ಉದ್ಯೋಗ ನೀಡಬಾರದು. ದೇಶದ ನಾಗರಿಕರಿಗೆ ಮೊದಲ ಆದ್ಯತೆ ನೀಡಬೇಕು ಎಂದು ಭಾಗವತ್ ನುಡಿದರು.: [480, 1257, 610, 1287]
- registration-marks: [325, 1446, 359, 1453]
- quote-text: ಎಲ್ಲಾ ಆಚರಣೆಗಳು, ಹಬ್ಬ ಹರಿದಿನಗಳು, ಸಂಪ್ರದಾಯಗಳನ್ನು ನಿಭಾಯಿಸಬೇಕು. ಬೇರೆ ಹೆಸರಿನಲ್ಲಿ ಬೆಟ್ಟದ ನಿಯಮ ಬದಲಿಸುವುದು ಸರಿಯಲ್ಲ.: [380, 838, 480, 877]
- story-body: ಧರ್ಮಸ್ಥಳದ ಬುರುಡೆ ಪ್ರಕರಣದಲ್ಲಿ ಆರೋಪಿ ಚಿನ್ನಯ್ಯ ಬಂಧನದ ಬೆನ್ನಲ್ಲೇ ಸುಜಾತಾ ಭಟ್‌ಗೆ ಸಂಕಷ್ಟ ಎದುರಾಗಿದೆ. ಧರ್ಮಸ್ಥಳ ಕ್ಷೇತ್ರದ ವಿರುದ್ಧ ಷಡ್ಯಂತ್ರ ರೂಪಿಸಿದ ಆರೋಪದ ಮೇಲೆ ಸುಜಾತಾ ಭಟ್ ಅವರಿಗೆ ಎಸ್‌ಐಟಿ ನೋಟಿಸ್ ನೀಡಿದೆ. ಅನನ್ಯಾ ಭಟ್ ಎಂಬ ಮಗಳು ನಾಪತ್ತೆಯಾಗಿದ್ದಾಳೆ ಎಂದು ಸುಳ್ಳು ದೂರು ನೀಡಿದ್ದ ಸುಜಾತಾ ಭಟ್ ಅವರ ವಿಚಾರಣೆ ನಡೆಯುತ್ತಿದೆ. ಸುಜಾತಾ ಭಟ್ ಪ್ರಕರಣ ಮತ್ತು ಬುರುಡೆ ಪ್ರಕರಣಕ್ಕೆ ಸಂಬಂಧವಿರುವ ಕುರಿತು ಎಸ್‌ಐಟಿ ತನಿಖೆ ನಡೆಸುತ್ತಿದೆ. ಈಗಾಗಲೇ ಆಕೆಯ ಹೇಳಿಕೆ ದಾಖಲಿಸಲಾಗಿದ್ದು ಸುಳ್ಳು ದೂರು ನೀಡಿರುವುದು ಸಾಬೀತಾಗಿದೆ. ಅನನ್ಯಾ ಭಟ್ ಎಂಬವರು ಅಸ್ತಿತ್ವದಲ್ಲೇ ಇಲ್ಲ ಎಂಬುದು ತನಿಖೆಯಿಂದ ತಿಳಿದುಬಂದಿದೆ. ಹೀಗಾಗಿ ಸುಳ್ಳು ಸಾಕ್ಷ್ಯ ನೀಡಿದ ಆರೋಪದಲ್ಲಿ ಆಕೆಯ ವಿರುದ್ಧ ಪ್ರಕರಣ ದಾಖಲಿಸುವ ಸಾಧ್ಯತೆ ಇದೆ.: [200, 452, 340, 597]
- column-rule: [735, 800, 736, 1140]
- story-youtuber: [670, 374, 915, 792]
- minister-photo: [827, 516, 887, 586]
- logo-emblem-icon: [68, 36, 88, 56]
- rss-box-1: [618, 1184, 763, 1276]
